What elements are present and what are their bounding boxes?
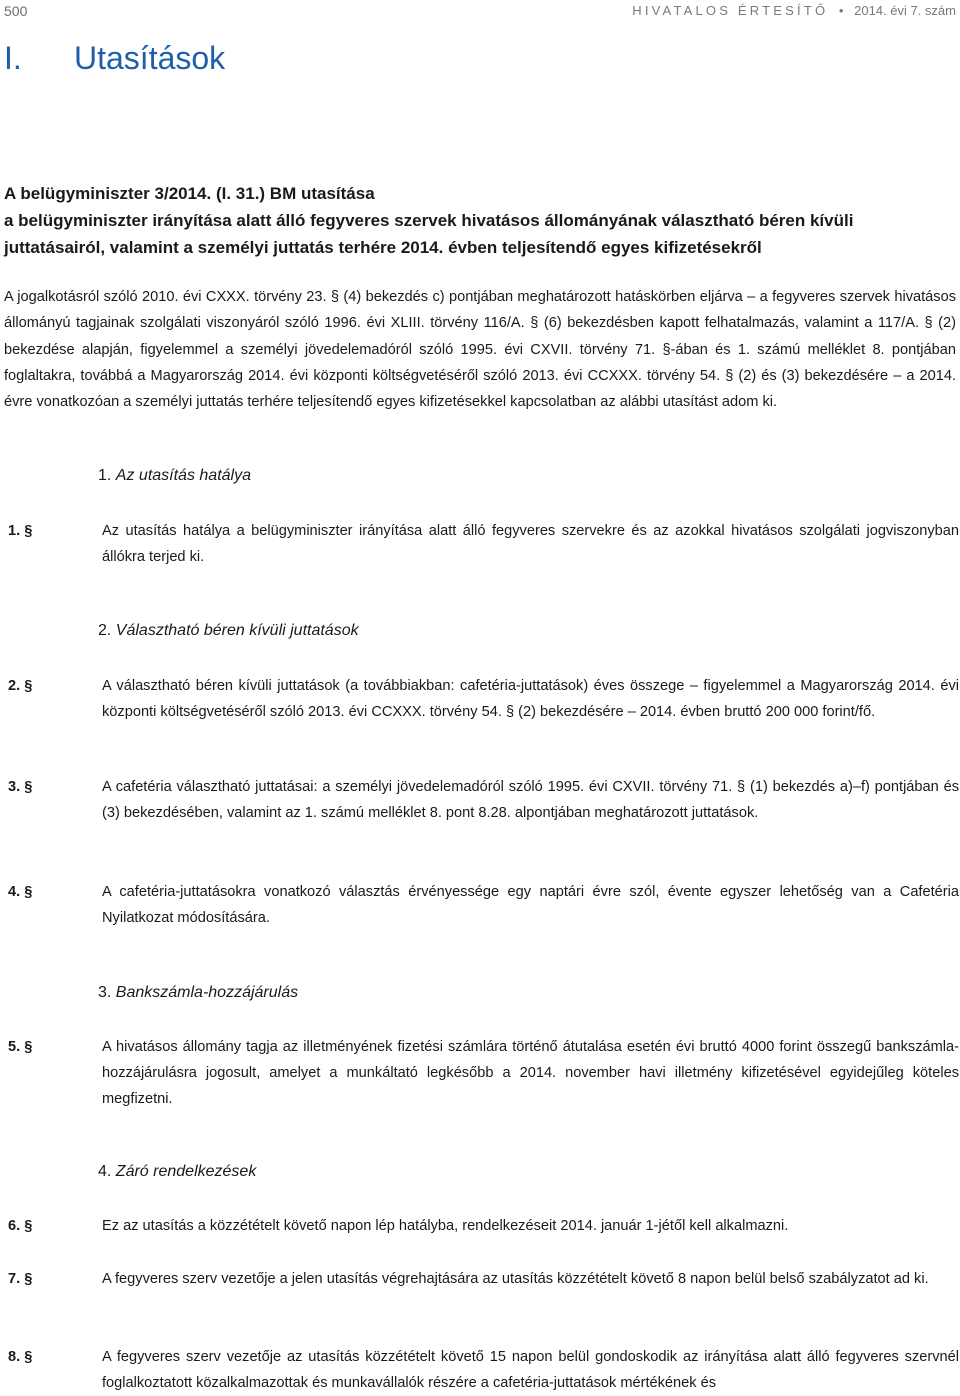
paragraph-number: 1. § (8, 523, 33, 539)
document-title-line: juttatásairól, valamint a személyi juttatás terhére 2014. évben teljesítendő egyes kifizetésekről (4, 238, 762, 257)
section-heading (98, 1163, 256, 1181)
section-title: Választható béren kívüli juttatások (115, 622, 359, 639)
section-number: 1. (98, 467, 116, 484)
chapter-title: Utasítások (74, 40, 226, 76)
section-heading (98, 622, 359, 640)
issue-label: 2014. évi 7. szám (854, 3, 956, 18)
paragraph-text: A fegyveres szerv vezetője a jelen utasítás végrehajtására az utasítás közzétételt követő 8 napon belül belső szabályzatot ad ki. (102, 1271, 929, 1287)
paragraph-text: A választható béren kívüli juttatások (a továbbiakban: cafetéria-juttatások) éves összege – figyelemmel a Magyarország 2014. évi központi költségvetéséről szóló 2013. évi CCXXX. törvény 54. § (2) bekezdésére – 2014. évben bruttó 200 000 forint/fő. (102, 678, 959, 720)
document-title-line: A belügyminiszter 3/2014. (I. 31.) BM utasítása (4, 184, 375, 203)
journal-header (632, 3, 956, 18)
header-separator: • (838, 3, 844, 18)
section-heading (98, 467, 251, 485)
paragraph-text: A fegyveres szerv vezetője az utasítás közzétételt követő 15 napon belül gondoskodik az irányítása alatt álló fegyveres szervnél foglalkoztatott közalkalmazottak és munkavállalók részére a cafetéria-juttatások mértékének és (102, 1349, 959, 1391)
paragraph-number: 2. § (8, 678, 33, 694)
document-title (4, 180, 956, 261)
paragraph-number: 6. § (8, 1218, 33, 1234)
preamble: A jogalkotásról szóló 2010. évi CXXX. törvény 23. § (4) bekezdés c) pontjában meghatározott hatáskörben eljárva – a fegyveres szervek hivatásos állományú tagjainak szolgálati viszonyáról szóló 1996. évi XLIII. törvény 116/A. § (6) bekezdésben kapott felhatalmazás, valamint a 117/A. § (2) bekezdése alapján, figyelemmel a személyi jövedelemadóról szóló 1995. évi CXVII. törvény 71. §-ában és 1. számú melléklet 8. pontjában foglaltakra, továbbá a Magyarország 2014. évi központi költségvetéséről szóló 2013. évi CCXXX. törvény 54. § (2) és (3) bekezdésére – a 2014. évre vonatkozóan a személyi juttatás terhére teljesítendő egyes kifizetésekkel kapcsolatban az alábbi utasítást adom ki. (4, 289, 956, 411)
paragraph-number: 4. § (8, 884, 33, 900)
paragraph-text: Ez az utasítás a közzétételt követő napon lép hatályba, rendelkezéseit 2014. január 1-jétől kell alkalmazni. (102, 1218, 789, 1234)
paragraph-text: A cafetéria-juttatásokra vonatkozó választás érvényessége egy naptári évre szól, évente egyszer lehetőség van a Cafetéria Nyilatkozat módosítására. (102, 884, 959, 926)
section-number: 2. (98, 622, 116, 639)
paragraph-number: 3. § (8, 779, 33, 795)
page-number: 500 (4, 3, 28, 19)
running-header (0, 0, 960, 24)
document-title-line: a belügyminiszter irányítása alatt álló fegyveres szervek hivatásos állományának választható béren kívüli (4, 211, 854, 230)
section-heading (98, 984, 298, 1002)
paragraph-text: Az utasítás hatálya a belügyminiszter irányítása alatt álló fegyveres szervekre és az azokkal hivatásos szolgálati jogviszonyban állókra terjed ki. (102, 523, 959, 565)
section-title: Bankszámla-hozzájárulás (115, 984, 299, 1001)
journal-title: HIVATALOS ÉRTESÍTŐ (632, 3, 829, 18)
section-title: Az utasítás hatálya (115, 467, 251, 484)
section-number: 3. (98, 984, 116, 1001)
paragraph-number: 8. § (8, 1349, 33, 1365)
section-number: 4. (98, 1163, 116, 1180)
paragraph-text: A hivatásos állomány tagja az illetményének fizetési számlára történő átutalása esetén évi bruttó 4000 forint összegű bankszámla-hozzájárulásra jogosult, amelyet a munkáltató legkésőbb a 2014. november havi illetmény kifizetésével egyidejűleg köteles megfizetni. (102, 1039, 959, 1107)
paragraph-number: 7. § (8, 1271, 33, 1287)
section-title: Záró rendelkezések (115, 1163, 257, 1180)
paragraph-text: A cafetéria választható juttatásai: a személyi jövedelemadóról szóló 1995. évi CXVII. törvény 71. § (1) bekezdés a)–f) pontjában és (3) bekezdésében, valamint az 1. számú melléklet 8. pont 8.28. alpontjában meghatározott juttatások. (102, 779, 959, 821)
chapter-number: I. (4, 40, 22, 76)
paragraph-number: 5. § (8, 1039, 33, 1055)
